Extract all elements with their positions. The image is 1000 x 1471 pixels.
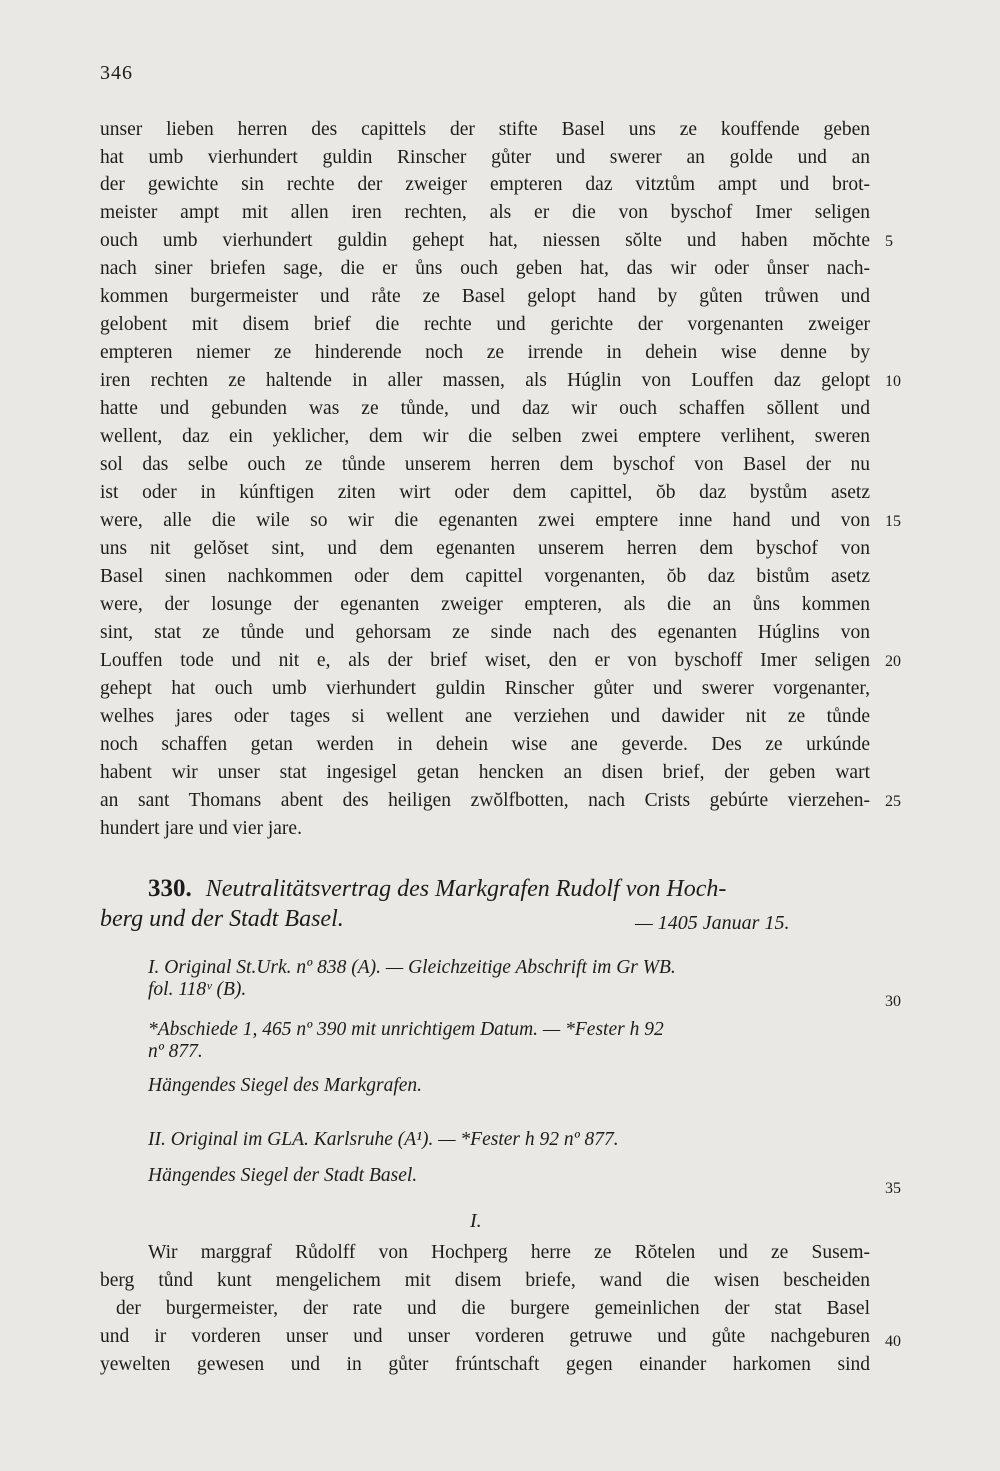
text-line: gehept hat ouch umb vierhundert guldin Rinscher gůter und swerer vorgenanter, [100,678,870,699]
text-line: nach siner briefen sage, die er ůns ouch geben hat, das wir oder ůnser nach- [100,258,870,279]
margin-line-number: 25 [885,793,901,810]
text-line: welhes jares oder tages si wellent ane verziehen und dawider nit ze tůnde [100,706,870,727]
margin-line-number: 15 [885,513,901,530]
section-title-line1: Neutralitätsvertrag des Markgrafen Rudolf von Hoch- [205,876,727,902]
note-line: Hängendes Siegel des Markgrafen. [148,1075,423,1096]
margin-line-number: 30 [885,993,901,1010]
subsection-label: I. [470,1210,482,1232]
section-heading [100,874,870,904]
text-line: der gewichte sin rechte der zweiger empteren daz vitztům ampt und brot- [100,174,870,195]
text-line: meister ampt mit allen iren rechten, als er die von byschof Imer seligen [100,202,870,223]
note-line: nº 877. [148,1041,203,1062]
text-line: Basel sinen nachkommen oder dem capittel vorgenanten, ŏb daz bistům asetz [100,566,870,587]
note-line: fol. 118ᵛ (B). [148,979,247,1000]
note-line: II. Original im GLA. Karlsruhe (A¹). — *Fester h 92 nº 877. [148,1129,619,1150]
text-line: iren rechten ze haltende in aller massen, als Húglin von Louffen daz gelopt [100,370,870,391]
text-line: uns nit gelŏset sint, und dem egenanten unserem herren dem byschof von [100,538,870,559]
text-line: ouch umb vierhundert guldin gehept hat, niessen sŏlte und haben mŏchte [100,230,870,251]
text-line: were, alle die wile so wir die egenanten zwei emptere inne hand und von [100,510,870,531]
text-line: sint, stat ze tůnde und gehorsam ze sinde nach des egenanten Húglins von [100,622,870,643]
text-line: hundert jare und vier jare. [100,818,302,839]
text-line: unser lieben herren des capittels der stifte Basel uns ze kouffende geben [100,119,870,140]
text-line: empteren niemer ze hinderende noch ze irrende in dehein wise denne by [100,342,870,363]
text-line: sol das selbe ouch ze tůnde unserem herren dem byschof von Basel der nu [100,454,870,475]
margin-line-number: 35 [885,1180,901,1197]
text-line: habent wir unser stat ingesigel getan hencken an disen brief, der geben wart [100,762,870,783]
text-line: Louffen tode und nit e, als der brief wiset, den er von byschoff Imer seligen [100,650,870,671]
text-line: gelobent mit disem brief die rechte und gerichte der vorgenanten zweiger [100,314,870,335]
text-line: an sant Thomans abent des heiligen zwŏlfbotten, nach Crists gebúrte vierzehen- [100,790,870,811]
text-line: ist oder in kúnftigen ziten wirt oder dem capittel, ŏb daz bystům asetz [100,482,870,503]
text-line: kommen burgermeister und råte ze Basel gelopt hand by gůten trůwen und [100,286,870,307]
margin-line-number: 10 [885,373,901,390]
text-line: hat umb vierhundert guldin Rinscher gůter und swerer an golde und an [100,147,870,168]
section-number: 330. [148,875,192,902]
note-line: Hängendes Siegel der Stadt Basel. [148,1165,418,1186]
text-line: und ir vorderen unser und unser vorderen getruwe und gůte nachgeburen [100,1326,870,1347]
margin-line-number: 20 [885,653,901,670]
text-line: der burgermeister, der rate und die burgere gemeinlichen der stat Basel [116,1298,870,1319]
text-line: noch schaffen getan werden in dehein wise ane geverde. Des ze urkúnde [100,734,870,755]
margin-line-number: 40 [885,1333,901,1350]
section-date: — 1405 Januar 15. [635,912,790,934]
text-line: wellent, daz ein yeklicher, dem wir die selben zwei emptere verlihent, sweren [100,426,870,447]
page-number: 346 [100,62,133,84]
note-line: *Abschiede 1, 465 nº 390 mit unrichtigem Datum. — *Fester h 92 [148,1019,664,1040]
note-line: I. Original St.Urk. nº 838 (A). — Gleichzeitige Abschrift im Gr WB. [148,957,676,978]
text-line: were, der losunge der egenanten zweiger empteren, als die an ůns kommen [100,594,870,615]
text-line: yewelten gewesen und in gůter frúntschaft gegen einander harkomen sind [100,1354,870,1375]
section-title-line2: berg und der Stadt Basel. [100,906,344,932]
text-line: berg tůnd kunt mengelichem mit disem briefe, wand die wisen bescheiden [100,1270,870,1291]
margin-line-number: 5 [885,233,893,250]
text-line: Wir marggraf Růdolff von Hochperg herre ze Rŏtelen und ze Susem- [148,1242,870,1263]
text-line: hatte und gebunden was ze tůnde, und daz wir ouch schaffen sŏllent und [100,398,870,419]
